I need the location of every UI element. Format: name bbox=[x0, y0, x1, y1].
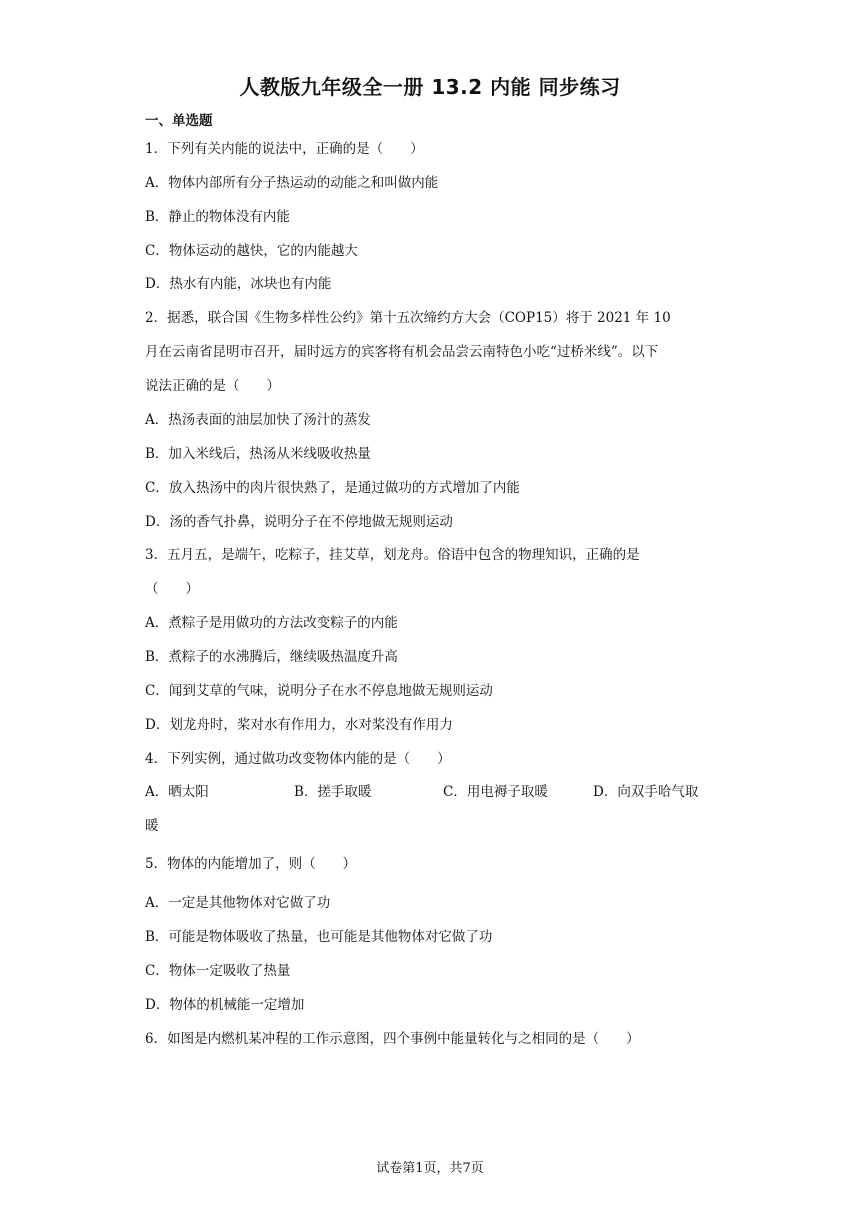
question-1-option-d: D．热水有内能，冰块也有内能 bbox=[145, 276, 332, 292]
question-4-option-c: C．用电褥子取暖 bbox=[443, 784, 548, 800]
question-2-stem-line-3: 说法正确的是（ ） bbox=[145, 378, 280, 394]
question-5-stem: 5．物体的内能增加了，则（ ） bbox=[145, 856, 357, 872]
question-2-option-a: A．热汤表面的油层加快了汤汁的蒸发 bbox=[145, 412, 371, 428]
question-2-option-d: D．汤的香气扑鼻，说明分子在不停地做无规则运动 bbox=[145, 514, 453, 530]
question-4-option-b: B．搓手取暖 bbox=[294, 784, 372, 800]
question-6-stem: 6．如图是内燃机某冲程的工作示意图，四个事例中能量转化与之相同的是（ ） bbox=[145, 1031, 640, 1047]
question-2-option-b: B．加入米线后，热汤从米线吸收热量 bbox=[145, 446, 371, 462]
question-1-option-c: C．物体运动的越快，它的内能越大 bbox=[145, 243, 358, 259]
section-heading: 一、单选题 bbox=[145, 113, 213, 129]
question-4-option-d: D．向双手哈气取 bbox=[593, 784, 699, 800]
question-4-option-a: A．晒太阳 bbox=[145, 784, 209, 800]
question-1-stem: 1．下列有关内能的说法中，正确的是（ ） bbox=[145, 141, 424, 157]
question-4-option-d-wrap: 暖 bbox=[145, 818, 159, 834]
question-5-option-b: B．可能是物体吸收了热量，也可能是其他物体对它做了功 bbox=[145, 929, 493, 945]
question-3-option-c: C．闻到艾草的气味，说明分子在水不停息地做无规则运动 bbox=[145, 683, 493, 699]
question-3-option-b: B．煮粽子的水沸腾后，继续吸热温度升高 bbox=[145, 649, 398, 665]
question-1-option-b: B．静止的物体没有内能 bbox=[145, 209, 290, 225]
question-4-stem: 4．下列实例，通过做功改变物体内能的是（ ） bbox=[145, 751, 451, 767]
question-5-option-a: A．一定是其他物体对它做了功 bbox=[145, 895, 331, 911]
question-5-option-d: D．物体的机械能一定增加 bbox=[145, 997, 305, 1013]
page-footer: 试卷第1页，共7页 bbox=[376, 1161, 484, 1176]
question-5-option-c: C．物体一定吸收了热量 bbox=[145, 963, 291, 979]
question-1-option-a: A．物体内部所有分子热运动的动能之和叫做内能 bbox=[145, 175, 439, 191]
question-3-option-a: A．煮粽子是用做功的方法改变粽子的内能 bbox=[145, 615, 398, 631]
question-3-stem-line-2: （ ） bbox=[145, 581, 199, 597]
question-3-option-d: D．划龙舟时，桨对水有作用力，水对桨没有作用力 bbox=[145, 717, 453, 733]
question-2-stem-line-1: 2．据悉，联合国《生物多样性公约》第十五次缔约方大会（COP15）将于 2021 年 10 bbox=[145, 310, 671, 326]
page-title: 人教版九年级全一册 13.2 内能 同步练习 bbox=[239, 75, 621, 99]
question-2-option-c: C．放入热汤中的肉片很快熟了，是通过做功的方式增加了内能 bbox=[145, 480, 520, 496]
question-2-stem-line-2: 月在云南省昆明市召开，届时远方的宾客将有机会品尝云南特色小吃“过桥米线”。以下 bbox=[145, 344, 659, 360]
question-3-stem-line-1: 3．五月五，是端午，吃粽子，挂艾草，划龙舟。俗语中包含的物理知识，正确的是 bbox=[145, 547, 640, 563]
